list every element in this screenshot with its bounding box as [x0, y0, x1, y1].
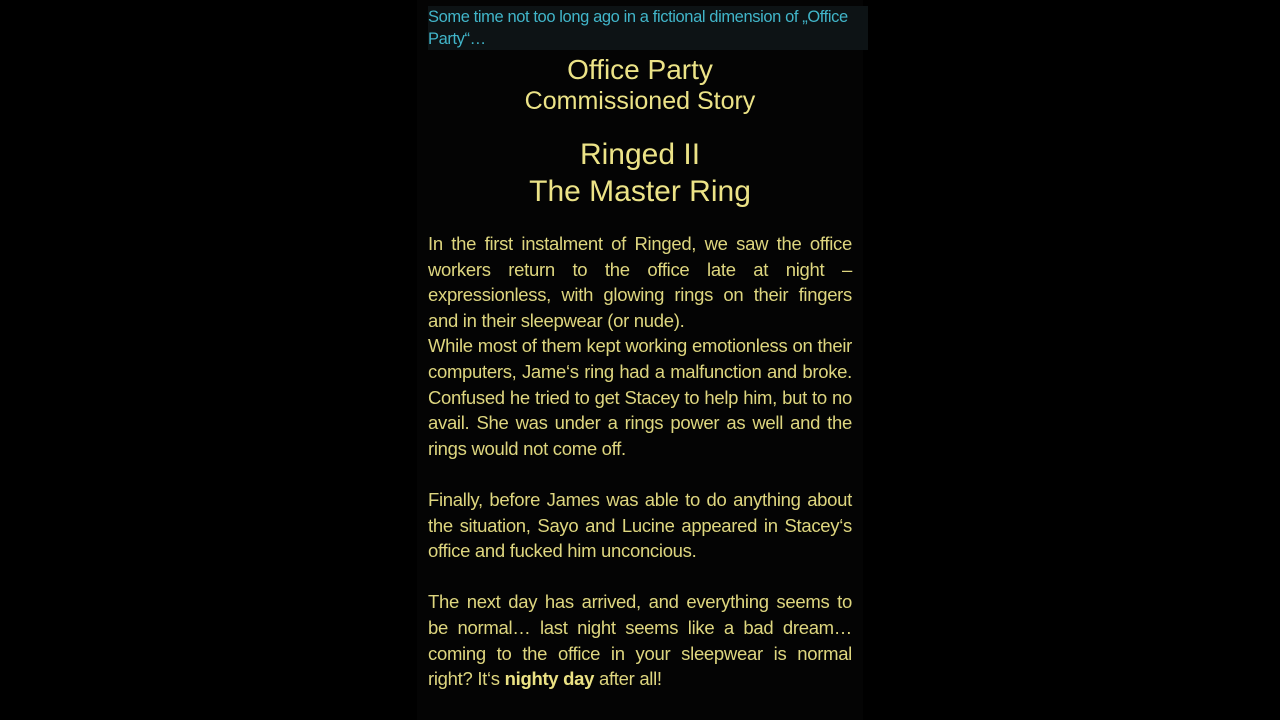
paragraph-text-after: after all! — [594, 668, 662, 690]
intro-caption: Some time not too long ago in a fictional dimension of „Office Party“… — [428, 6, 868, 50]
story-title-line1: Ringed II — [579, 138, 701, 171]
story-title — [428, 136, 852, 210]
series-title: Office Party — [567, 54, 713, 85]
series-subtitle: Commissioned Story — [524, 87, 756, 115]
story-paragraph-3: Finally, before James was able to do anything about the situation, Sayo and Lucine appeared in Stacey‘s office and fucked him unconcious. — [428, 488, 852, 562]
letterbox-left — [0, 0, 417, 720]
video-frame — [417, 0, 863, 720]
story-paragraph-4 — [428, 589, 852, 691]
story-paragraph-1: In the first instalment of Ringed, we saw the office workers return to the office late at night – expressionless, with glowing rings on their fingers and in their sleepwear (or nude). — [428, 233, 852, 331]
story-paragraph-2: While most of them kept working emotionless on their computers, Jame‘s ring had a malfunction and broke. Confused he tried to get Stacey to help him, but to no avail. She was under a rings power as well and the rings would not come off. — [428, 335, 852, 459]
letterbox-right — [863, 0, 1280, 720]
story-text — [428, 231, 852, 692]
paragraph-text-before: The next day has arrived, and everything seems to be normal… last night seems like a bad dream… coming to the office in your sleepwear is normal right? It‘s — [428, 591, 852, 690]
story-title-line2: The Master Ring — [529, 175, 751, 208]
emphasis-text: nighty day — [504, 668, 595, 690]
